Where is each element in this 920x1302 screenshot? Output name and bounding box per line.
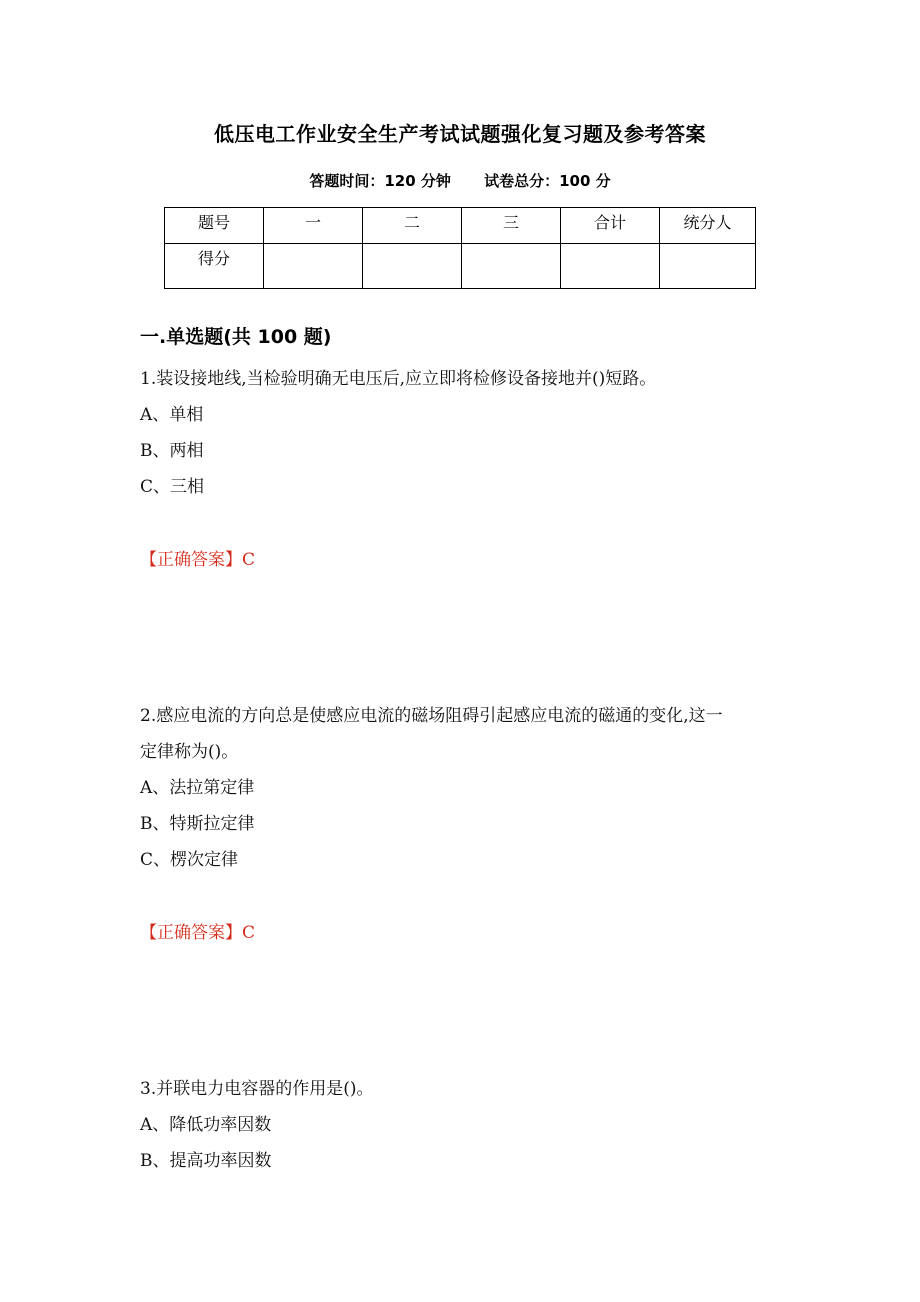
question-2-option-b: B、特斯拉定律 bbox=[140, 814, 255, 834]
question-1-text: 1.装设接地线,当检验明确无电压后,应立即将检修设备接地并()短路。 bbox=[140, 369, 657, 389]
question-1-option-b: B、两相 bbox=[140, 441, 204, 461]
score-row-label: 得分 bbox=[165, 244, 264, 289]
exam-info bbox=[0, 170, 920, 191]
question-3-text: 3.并联电力电容器的作用是()。 bbox=[140, 1079, 374, 1099]
question-2-text-line-2: 定律称为()。 bbox=[140, 742, 239, 762]
score-header-cell: 统分人 bbox=[660, 208, 756, 244]
score-header-cell: 题号 bbox=[165, 208, 264, 244]
exam-time: 答题时间：120 分钟 bbox=[309, 172, 451, 190]
question-2-option-c: C、楞次定律 bbox=[140, 850, 239, 870]
question-2-option-a: A、法拉第定律 bbox=[140, 778, 255, 798]
question-1-answer: 【正确答案】C bbox=[140, 550, 256, 570]
score-header-cell: 三 bbox=[462, 208, 561, 244]
question-3-option-b: B、提高功率因数 bbox=[140, 1151, 272, 1171]
score-cell bbox=[462, 244, 561, 289]
score-cell bbox=[363, 244, 462, 289]
question-3-option-a: A、降低功率因数 bbox=[140, 1115, 272, 1135]
document-title: 低压电工作业安全生产考试试题强化复习题及参考答案 bbox=[214, 122, 706, 146]
score-header-cell: 合计 bbox=[561, 208, 660, 244]
exam-total-score: 试卷总分：100 分 bbox=[484, 172, 611, 190]
score-table-header-row bbox=[165, 208, 756, 244]
question-1-option-a: A、单相 bbox=[140, 405, 204, 425]
question-2-text-line-1: 2.感应电流的方向总是使感应电流的磁场阻碍引起感应电流的磁通的变化,这一 bbox=[140, 706, 723, 726]
score-cell bbox=[660, 244, 756, 289]
score-header-cell: 一 bbox=[264, 208, 363, 244]
question-1-option-c: C、三相 bbox=[140, 477, 205, 497]
score-cell bbox=[264, 244, 363, 289]
question-2-answer: 【正确答案】C bbox=[140, 923, 256, 943]
score-header-cell: 二 bbox=[363, 208, 462, 244]
section-title: 一.单选题(共 100 题) bbox=[140, 326, 332, 348]
score-table bbox=[164, 207, 756, 289]
score-cell bbox=[561, 244, 660, 289]
score-table-score-row bbox=[165, 244, 756, 289]
